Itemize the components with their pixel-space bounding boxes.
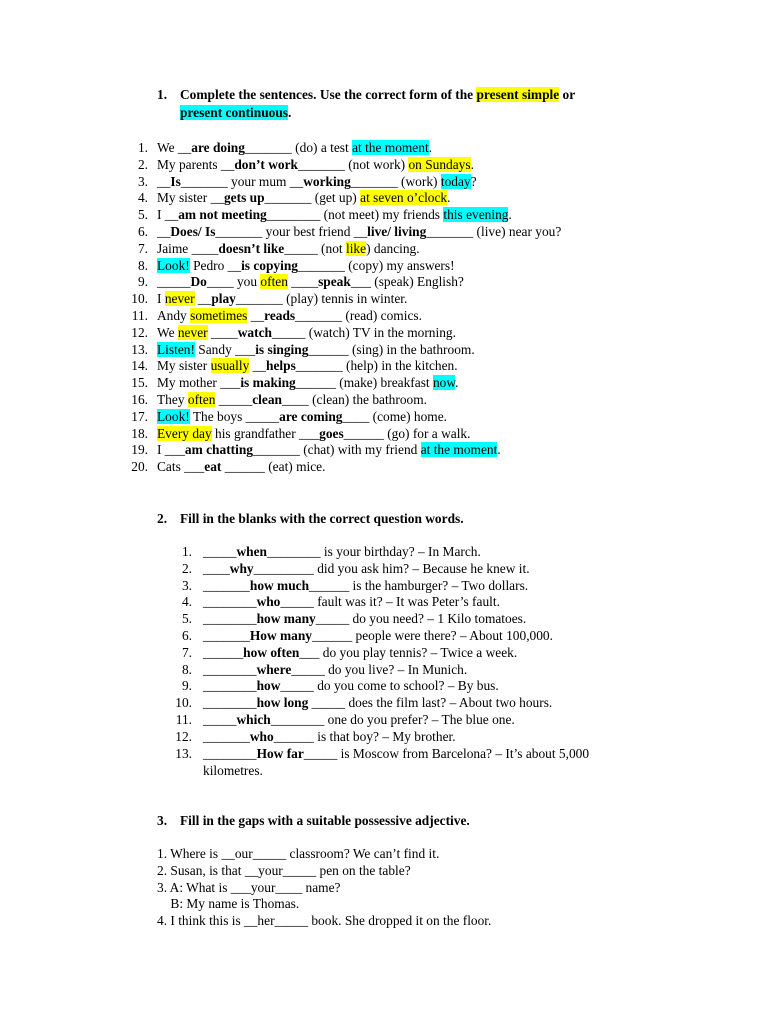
sentence-text: ________ [203,611,257,627]
section1-item [157,257,455,274]
sentence-text: I [157,291,165,307]
highlight-yellow: never [164,291,195,307]
section1-item-number: 5. [137,207,148,223]
sentence-text: ______ [203,644,244,660]
answer: who [249,728,274,744]
answer: play [211,291,236,307]
sentence-text: . [428,140,433,155]
section3-item: 3. A: What is ___your____ name? [157,879,341,895]
section1-item-number: 10. [131,291,148,307]
sentence-text: _____ do you come to school? – By bus. [280,678,499,694]
section1-item [157,189,450,206]
answer: live/ living [367,224,427,239]
sentence-text: ___ do you play tennis? – Twice a week. [299,644,518,660]
sentence-text: ________ [203,661,257,677]
sentence-text: ) dancing. [366,240,420,256]
highlight-yellow: Every day [157,425,212,441]
sentence-text: _______ (copy) my answers! [298,257,455,273]
section1-heading-text: Complete the sentences. Use the correct form of the [180,87,477,102]
section2-item [203,745,589,762]
section3-item: B: My name is Thomas. [157,896,300,912]
sentence-text: __ [249,358,267,374]
answer: watch [237,324,272,340]
highlight-present-simple: present simple [476,87,560,102]
answer: how long [256,695,309,711]
section1-item [157,374,459,391]
section2-item-number: 3. [181,577,192,593]
sentence-text: ____ you [206,274,261,290]
section1-item-number: 8. [137,257,148,273]
section2-item [203,560,530,577]
answer: why [229,560,254,576]
highlight-yellow: often [187,392,216,407]
sentence-text: _____ do you live? – In Munich. [291,661,468,677]
section3-number: 3. [157,813,168,828]
answer: who [256,594,281,610]
answer: helps [266,358,296,374]
sentence-text: ________ [203,695,257,711]
answer: How far [256,745,304,761]
highlight-yellow: like [345,240,367,256]
sentence-text: _______ [203,577,250,593]
sentence-text: __ [157,224,171,239]
answer: is making [240,375,296,391]
section3-item: 1. Where is __our_____ classroom? We can’t find it. [157,846,440,861]
sentence-text: _________ did you ask him? – Because he knew it. [253,560,530,576]
section1-item-number: 19. [131,442,148,458]
sentence-text: ________ [203,678,257,694]
section1-item [157,441,501,458]
sentence-text: My sister [157,358,211,374]
answer: am not meeting [178,207,267,223]
section1-item-number: 14. [131,358,148,374]
answer: doesn’t like [218,240,285,256]
sentence-text: _______ (work) [350,173,441,189]
answer: when [236,544,267,559]
sentence-text: _______ (not work) [297,156,409,172]
section1-item [157,357,458,374]
highlight-present-continuous: present continuous [180,105,289,120]
sentence-text: _______ (get up) [264,190,361,206]
sentence-text: . [455,375,459,391]
section1-item [157,458,325,475]
answer: reads [264,308,296,323]
sentence-text: _____ does the film last? – About two hours. [308,695,553,711]
section1-item-number: 17. [131,408,148,424]
section2-item [203,610,526,627]
section2-item13-continuation: kilometres. [203,763,263,778]
sentence-text: Jaime ____ [157,240,219,256]
answer: gets up [223,190,265,206]
section1-item-number: 1. [137,140,148,155]
answer: am chatting [184,442,253,458]
sentence-text: Andy [157,308,191,323]
section1-item [157,408,447,425]
sentence-text: . [447,190,451,206]
highlight-cyan: at the moment [420,442,498,458]
section2-item [203,677,499,694]
section2-item-number: 13. [175,745,192,761]
highlight-yellow: sometimes [190,308,248,323]
sentence-text: _____ is Moscow from Barcelona? – It’s about 5,000 [303,745,590,761]
section2-item-number: 11. [175,712,192,727]
section1-number: 1. [157,87,168,102]
section1-item-number: 9. [137,274,148,290]
section1-item-number: 7. [137,240,148,256]
highlight-cyan: today [440,173,471,189]
sentence-text: They [157,392,188,407]
sentence-text: ____ [287,274,319,290]
sentence-text: My sister __ [157,190,224,206]
section2-item-number: 9. [181,678,192,694]
section1-item-number: 13. [131,341,148,357]
sentence-text: _______ [203,728,250,744]
section1-item [157,341,475,358]
section2-item-number: 8. [181,661,192,677]
section1-item [157,290,407,307]
sentence-text: _____ [203,544,237,559]
section2-item [203,711,515,728]
sentence-text: ________ one do you prefer? – The blue one. [270,712,515,727]
sentence-text: . [497,442,501,458]
section1-heading-line2 [180,104,291,121]
section2-heading: Fill in the blanks with the correct question words. [180,511,464,526]
sentence-text: _______ your mum __ [180,173,304,189]
section2-item-number: 2. [181,560,192,576]
section2-item-number: 1. [181,544,192,559]
sentence-text: . [470,156,474,172]
sentence-text: __ [247,308,265,323]
highlight-cyan: Listen! [157,341,195,357]
section1-heading [180,86,575,103]
highlight-cyan: at the moment [352,140,429,155]
highlight-yellow: on Sundays [408,156,471,172]
section1-heading-period: . [288,105,292,120]
sentence-text: _____ (not [284,240,346,256]
sentence-text: ______ is the hamburger? – Two dollars. [309,577,529,593]
section1-item-number: 6. [137,224,148,239]
section1-heading-or: or [559,87,576,102]
sentence-text: _______ [203,628,250,643]
sentence-text: _______ (do) a test [244,140,353,155]
section1-item [157,273,464,290]
section1-item [157,139,432,156]
highlight-yellow: usually [210,358,250,374]
sentence-text: __ [194,291,212,307]
section1-item [157,206,512,223]
sentence-text: _____ fault was it? – It was Peter’s fault. [280,594,500,610]
answer: how [256,678,281,694]
sentence-text: ________ is your birthday? – In March. [267,544,481,559]
section1-item [157,156,474,173]
sentence-text: Pedro __ [189,257,242,273]
section1-item-number: 12. [131,324,148,340]
sentence-text: _______ (play) tennis in winter. [235,291,408,307]
sentence-text: Sandy ___ [194,341,256,357]
answer: eat [204,459,222,475]
highlight-yellow: often [260,274,288,290]
sentence-text: _______ (chat) with my friend [252,442,421,458]
sentence-text: My parents __ [157,156,235,172]
sentence-text: _____ (watch) TV in the morning. [271,324,456,340]
sentence-text: I ___ [157,442,185,458]
sentence-text: ____ [207,324,238,340]
answer: don’t work [234,156,298,172]
sentence-text: . [508,207,512,223]
section2-item [203,728,456,745]
sentence-text: ______ (eat) mice. [221,459,326,475]
sentence-text: _______ (read) comics. [295,308,422,323]
answer: is copying [241,257,298,273]
answer: is singing [255,341,309,357]
sentence-text: ____ (come) home. [342,408,447,424]
answer: how many [256,611,316,627]
answer: Is [170,173,181,189]
section2-item-number: 12. [175,728,192,744]
sentence-text: We [157,324,178,340]
sentence-text: _____ [215,392,253,407]
answer: are coming [279,408,343,424]
section1-item [157,425,470,442]
section1-item-number: 18. [131,425,148,441]
answer: which [236,712,271,727]
sentence-text: ________ [203,594,257,610]
sentence-text: My mother ___ [157,375,241,391]
section2-item [203,627,553,644]
section2-item-number: 4. [181,594,192,610]
sentence-text: ? [470,173,477,189]
section2-item [203,694,552,711]
answer: How many [249,628,312,643]
section1-item [157,307,422,324]
sentence-text: ______ people were there? – About 100,000. [312,628,553,643]
section1-item [157,223,561,240]
section2-item [203,661,467,678]
sentence-text: _____ do you need? – 1 Kilo tomatoes. [315,611,527,627]
sentence-text: ______ (make) breakfast [295,375,433,391]
highlight-cyan: now [432,375,456,391]
section2-item [203,577,528,594]
section3-item: 4. I think this is __her_____ book. She dropped it on the floor. [157,913,492,929]
sentence-text: _______ (live) near you? [426,224,562,239]
sentence-text: ________ [203,745,257,761]
section2-number: 2. [157,511,168,526]
section2-item [203,644,517,661]
sentence-text: ______ (go) for a walk. [343,425,471,441]
section1-item-number: 15. [131,375,148,391]
sentence-text: _______ your best friend __ [215,224,368,239]
highlight-cyan: this evening [443,207,509,223]
section2-item-number: 6. [181,628,192,643]
sentence-text: Cats ___ [157,459,205,475]
answer: Do [190,274,207,290]
section2-item-number: 5. [181,611,192,627]
sentence-text: ______ is that boy? – My brother. [273,728,456,744]
sentence-text: ____ (clean) the bathroom. [281,392,427,407]
sentence-text: ____ [203,560,230,576]
sentence-text: ___ (speak) English? [350,274,464,290]
section1-item-number: 11. [131,308,148,323]
answer: speak [318,274,351,290]
section3-heading: Fill in the gaps with a suitable possessive adjective. [180,813,470,828]
sentence-text: __ [157,173,171,189]
highlight-cyan: Look! [157,257,190,273]
highlight-yellow: never [177,324,208,340]
sentence-text: I __ [157,207,179,223]
section2-item-number: 10. [175,695,192,711]
section1-item-number: 3. [137,173,148,189]
answer: how much [249,577,310,593]
section1-item [157,173,477,190]
section1-item-number: 20. [131,459,148,475]
sentence-text: The boys _____ [189,408,280,424]
section1-item-number: 16. [131,392,148,407]
sentence-text: ______ (sing) in the bathroom. [308,341,475,357]
section1-item [157,240,420,257]
sentence-text: We __ [157,140,192,155]
sentence-text: _______ (help) in the kitchen. [295,358,458,374]
answer: Does/ Is [170,224,216,239]
sentence-text: ________ (not meet) my friends [266,207,444,223]
sentence-text: _____ [157,274,191,290]
section3-item: 2. Susan, is that __your_____ pen on the table? [157,862,411,878]
highlight-cyan: Look! [157,408,190,424]
sentence-text: his grandfather ___ [211,425,320,441]
section1-item-number: 4. [137,190,148,206]
answer: are doing [191,140,245,155]
answer: working [303,173,351,189]
section2-item [203,543,481,560]
section2-item-number: 7. [181,644,192,660]
answer: clean [252,392,282,407]
sentence-text: _____ [203,712,237,727]
section1-item [157,391,427,408]
answer: where [256,661,292,677]
highlight-yellow: at seven o’clock [360,190,448,206]
answer: goes [319,425,344,441]
section2-item [203,593,500,610]
answer: how often [243,644,300,660]
section1-item [157,324,456,341]
section1-item-number: 2. [137,156,148,172]
